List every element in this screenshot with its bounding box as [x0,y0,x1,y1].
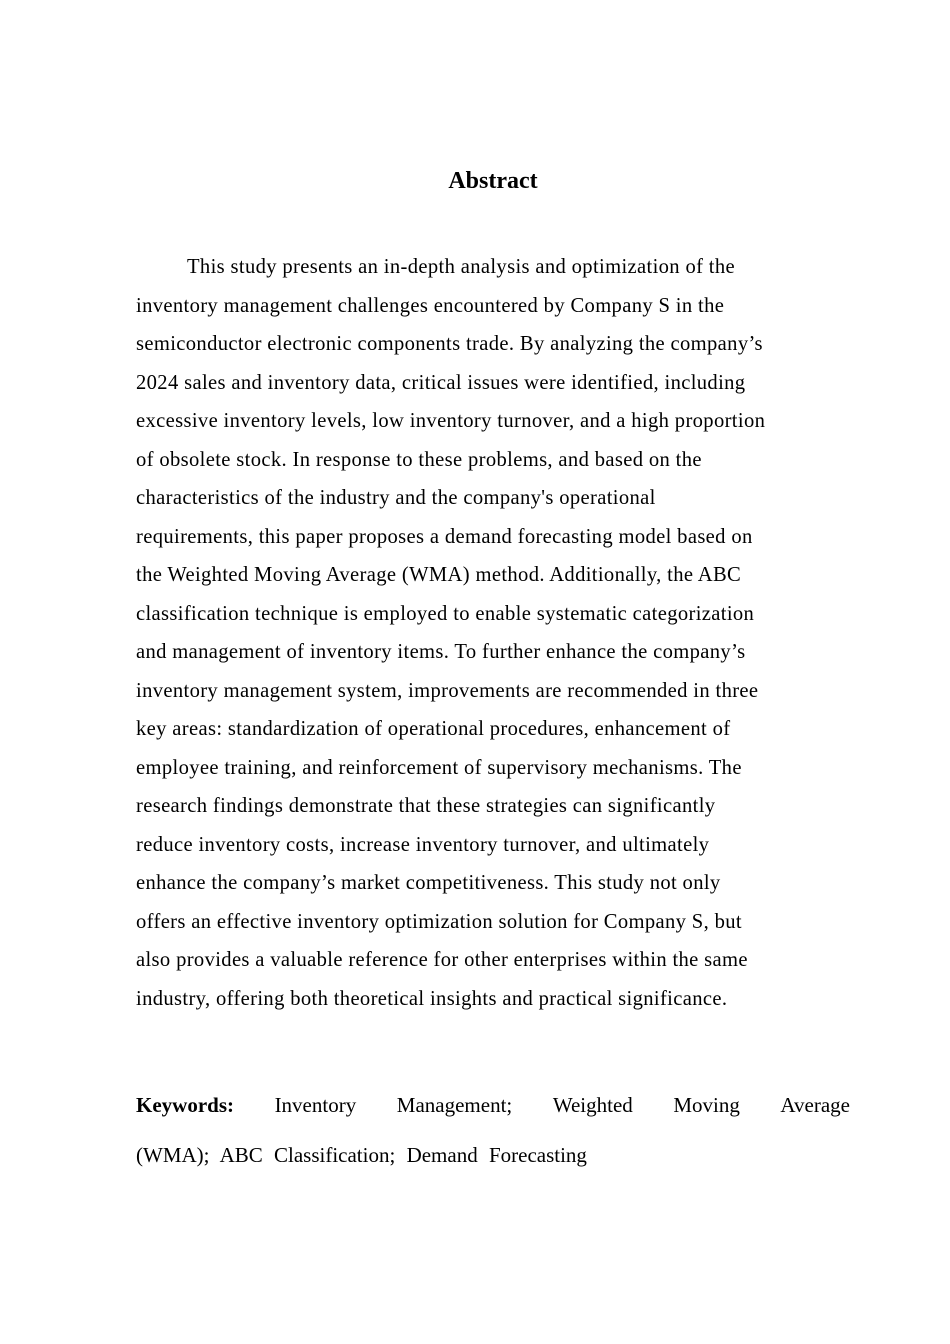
abstract-line: of obsolete stock. In response to these problems, and based on the [136,448,702,471]
abstract-line: semiconductor electronic components trade. By analyzing the company’s [136,333,763,355]
abstract-line: classification technique is employed to enable systematic categorization [136,602,755,625]
abstract-line: reduce inventory costs, increase inventory turnover, and ultimately [136,833,710,856]
abstract-line: and management of inventory items. To further enhance the company’s [136,641,746,663]
keywords-line-2: (WMA); ABC Classification; Demand Forecasting [136,1143,587,1167]
abstract-line: research findings demonstrate that these strategies can significantly [136,795,716,817]
abstract-line: offers an effective inventory optimization solution for Company S, but [136,910,742,933]
abstract-line: key areas: standardization of operational procedures, enhancement of [136,718,731,740]
keyword-word: Inventory [274,1093,357,1117]
keyword-word: Moving [673,1093,740,1117]
abstract-line: 2024 sales and inventory data, critical issues were identified, including [136,371,746,394]
abstract-line: the Weighted Moving Average (WMA) method. Additionally, the ABC [136,564,742,586]
keywords-line-1 [136,1080,850,1130]
abstract-line: characteristics of the industry and the company's operational [136,487,656,509]
abstract-line: also provides a valuable reference for other enterprises within the same [136,949,748,971]
abstract-line: inventory management system, improvements are recommended in three [136,679,759,702]
keywords-block [136,1080,850,1180]
abstract-title: Abstract [448,168,538,194]
keyword-word: Weighted [552,1093,633,1117]
keywords-label: Keywords: [136,1093,234,1117]
abstract-line: This study presents an in-depth analysis and optimization of the [187,256,736,278]
abstract-line: enhance the company’s market competitiveness. This study not only [136,872,721,894]
abstract-paragraph [136,248,850,1018]
keyword-word: Average [780,1093,850,1117]
document-page [136,0,850,1344]
keyword-word: Management; [396,1093,513,1117]
abstract-line: employee training, and reinforcement of supervisory mechanisms. The [136,756,742,779]
abstract-line: requirements, this paper proposes a demand forecasting model based on [136,525,753,548]
abstract-line: excessive inventory levels, low inventory turnover, and a high proportion [136,410,766,432]
abstract-line: industry, offering both theoretical insights and practical significance. [136,987,728,1010]
abstract-line: inventory management challenges encountered by Company S in the [136,294,725,317]
